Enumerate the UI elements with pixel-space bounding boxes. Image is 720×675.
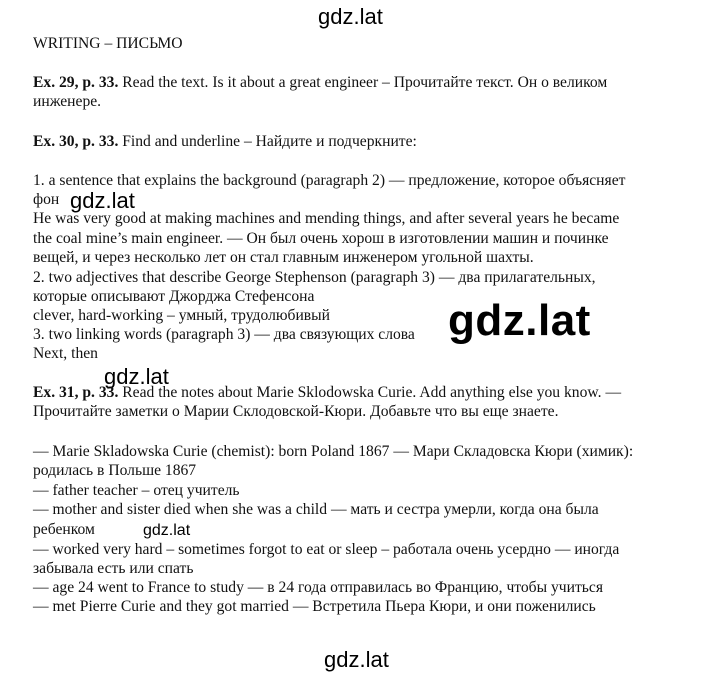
text-line: забывала есть или спать xyxy=(33,560,194,577)
exercise-30-line xyxy=(33,132,417,151)
text-line: 1. a sentence that explains the background (paragraph 2) — предложение, которое объясняет xyxy=(33,172,626,189)
text-line: 2. two adjectives that describe George Stephenson (paragraph 3) — два прилагательных, xyxy=(33,269,596,286)
text-line: 3. two linking words (paragraph 3) — два связующих слова xyxy=(33,326,415,343)
text-line: которые описывают Джорджа Стефенсона xyxy=(33,288,315,305)
exercise-text: Read the notes about Marie Sklodowska Curie. Add anything else you know. — xyxy=(118,384,622,401)
section-heading: WRITING – ПИСЬМО xyxy=(33,35,183,52)
text-line: — Marie Skladowska Curie (chemist): born Poland 1867 — Мари Складовска Кюри (химик): xyxy=(33,443,634,460)
watermark-bottom: gdz.lat xyxy=(324,647,389,672)
text-line: Next, then xyxy=(33,345,98,362)
watermark-large: gdz.lat xyxy=(448,296,591,345)
watermark-small: gdz.lat xyxy=(104,364,169,389)
text-line: фон xyxy=(33,191,60,208)
text-line: родилась в Польше 1867 xyxy=(33,462,197,479)
text-line: вещей, и через несколько лет он стал главным инженером угольной шахты. xyxy=(33,249,534,266)
watermark-small: gdz.lat xyxy=(70,188,135,213)
exercise-text: Find and underline – Найдите и подчеркните: xyxy=(118,133,417,150)
text-line: the coal mine’s main engineer. — Он был очень хорош в изготовлении машин и починке xyxy=(33,230,609,247)
text-line: — worked very hard – sometimes forgot to eat or sleep – работала очень усердно — иногда xyxy=(33,541,620,558)
text-line: He was very good at making machines and mending things, and after several years he became xyxy=(33,210,620,227)
text-line: ребенком xyxy=(33,521,95,538)
text-line: — mother and sister died when she was a child — мать и сестра умерли, когда она была xyxy=(33,501,599,518)
watermark-top: gdz.lat xyxy=(318,4,383,29)
exercise-label: Ex. 30, p. 33. xyxy=(33,133,119,150)
text-line: — met Pierre Curie and they got married — Встретила Пьера Кюри, и они поженились xyxy=(33,598,596,615)
exercise-text: Read the text. Is it about a great engineer – Прочитайте текст. Он о великом xyxy=(118,74,608,91)
text-line: — father teacher – отец учитель xyxy=(33,482,240,499)
text-line: — age 24 went to France to study — в 24 года отправилась во Францию, чтобы учиться xyxy=(33,579,604,596)
text-line: Прочитайте заметки о Марии Склодовской-Кюри. Добавьте что вы еще знаете. xyxy=(33,403,559,420)
exercise-31-line xyxy=(33,383,621,402)
text-line: clever, hard-working – умный, трудолюбивый xyxy=(33,307,330,324)
exercise-29-line xyxy=(33,73,607,92)
exercise-29-line: инженере. xyxy=(33,93,102,110)
watermark-small: gdz.lat xyxy=(143,522,191,539)
exercise-label: Ex. 31, p. 33. xyxy=(33,384,119,401)
exercise-label: Ex. 29, p. 33. xyxy=(33,74,119,91)
